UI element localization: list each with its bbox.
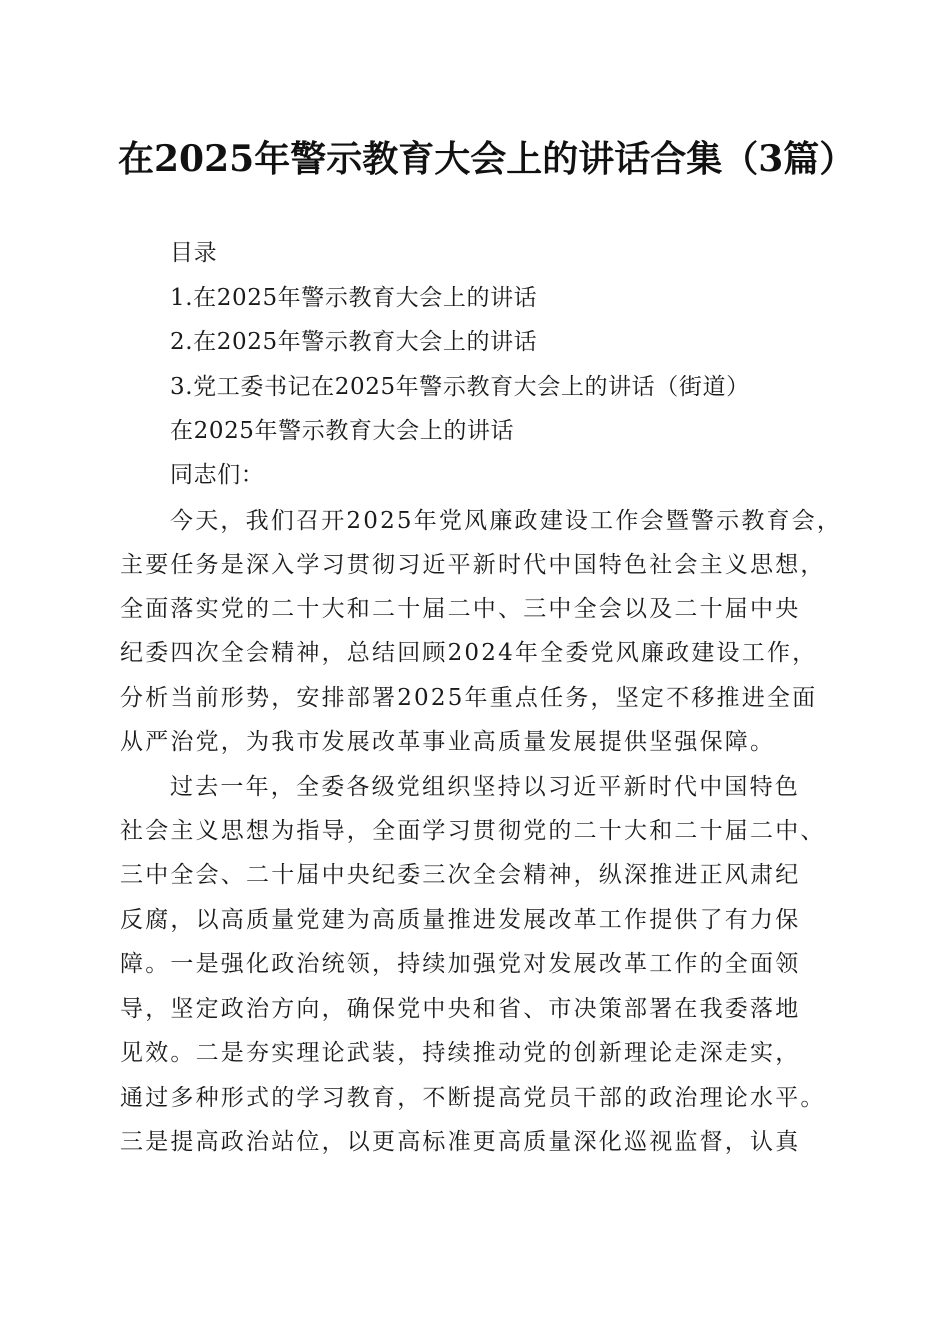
paragraph-line: 通过多种形式的学习教育，不断提高党员干部的政治理论水平。 bbox=[120, 1085, 826, 1111]
paragraph-line: 反腐，以高质量党建为高质量推进发展改革工作提供了有力保 bbox=[120, 907, 801, 933]
paragraph-line: 三是提高政治站位，以更高标准更高质量深化巡视监督，认真 bbox=[120, 1129, 801, 1155]
paragraph-line: 三中全会、二十届中央纪委三次全会精神，纵深推进正风肃纪 bbox=[120, 862, 801, 888]
paragraph-line: 从严治党，为我市发展改革事业高质量发展提供坚强保障。 bbox=[120, 729, 776, 755]
paragraph-line: 全面落实党的二十大和二十届二中、三中全会以及二十届中央 bbox=[120, 596, 801, 622]
paragraph-line: 社会主义思想为指导，全面学习贯彻党的二十大和二十届二中、 bbox=[120, 818, 826, 844]
paragraph-line: 导，坚定政治方向，确保党中央和省、市决策部署在我委落地 bbox=[120, 996, 801, 1022]
paragraph-line: 纪委四次全会精神，总结回顾2024年全委党风廉政建设工作， bbox=[120, 640, 818, 666]
paragraph-line: 见效。二是夯实理论武装，持续推动党的创新理论走深走实， bbox=[120, 1040, 801, 1066]
toc-heading: 目录 bbox=[170, 240, 218, 266]
toc-item: 2.在2025年警示教育大会上的讲话 bbox=[170, 329, 538, 355]
document-title: 在2025年警示教育大会上的讲话合集（3篇） bbox=[118, 138, 856, 180]
toc-item: 3.党工委书记在2025年警示教育大会上的讲话（街道） bbox=[170, 374, 750, 400]
salutation: 同志们： bbox=[170, 462, 265, 488]
paragraph-line: 障。一是强化政治统领，持续加强党对发展改革工作的全面领 bbox=[120, 951, 801, 977]
paragraph-line: 过去一年，全委各级党组织坚持以习近平新时代中国特色 bbox=[170, 774, 800, 800]
paragraph-line: 分析当前形势，安排部署2025年重点任务，坚定不移推进全面 bbox=[120, 685, 818, 711]
paragraph-line: 今天，我们召开2025年党风廉政建设工作会暨警示教育会， bbox=[170, 508, 843, 534]
section-title: 在2025年警示教育大会上的讲话 bbox=[170, 418, 515, 444]
toc-item: 1.在2025年警示教育大会上的讲话 bbox=[170, 285, 538, 311]
paragraph-line: 主要任务是深入学习贯彻习近平新时代中国特色社会主义思想， bbox=[120, 552, 826, 578]
